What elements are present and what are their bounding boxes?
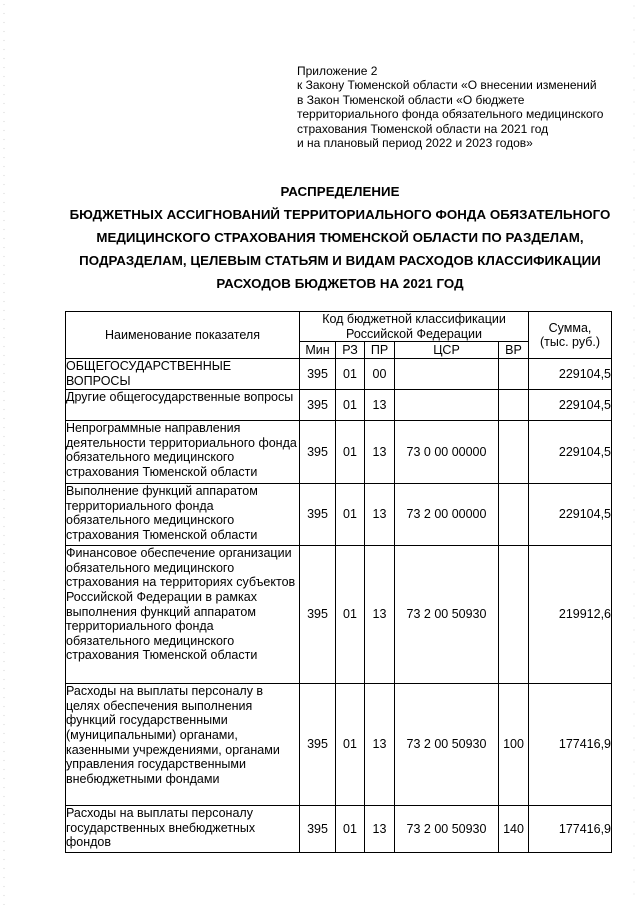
- document-title: [40, 180, 640, 295]
- row-name: Другие общегосударственные вопросы: [66, 390, 300, 421]
- row-vr: [499, 359, 529, 390]
- row-vr: [499, 390, 529, 421]
- title-line: РАСХОДОВ БЮДЖЕТОВ НА 2021 ГОД: [216, 276, 464, 291]
- row-vr: 100: [499, 684, 529, 806]
- row-min: 395: [300, 484, 336, 546]
- row-csr: 73 2 00 00000: [395, 484, 499, 546]
- row-name: Финансовое обеспечение организации обязательного медицинского страхования на территориях субъектов Российской Федерации в рамках выполнения функций аппаратом территориального фонда обязательного медицинского страхования Тюменской области: [66, 546, 300, 684]
- row-min: 395: [300, 806, 336, 853]
- row-rz: 01: [336, 806, 365, 853]
- row-name: Расходы на выплаты персоналу государственных внебюджетных фондов: [66, 806, 300, 853]
- header-min: Мин: [300, 342, 336, 359]
- row-pr: 13: [365, 484, 395, 546]
- row-rz: 01: [336, 484, 365, 546]
- row-min: 395: [300, 421, 336, 484]
- row-csr: [395, 359, 499, 390]
- row-pr: 13: [365, 684, 395, 806]
- row-csr: 73 0 00 00000: [395, 421, 499, 484]
- title-line: ПОДРАЗДЕЛАМ, ЦЕЛЕВЫМ СТАТЬЯМ И ВИДАМ РАСХОДОВ КЛАССИФИКАЦИИ: [79, 253, 601, 268]
- row-rz: 01: [336, 359, 365, 390]
- row-pr: 13: [365, 421, 395, 484]
- row-rz: 01: [336, 684, 365, 806]
- row-sum: 229104,5: [529, 359, 612, 390]
- table-row: [66, 390, 612, 421]
- table-row: [66, 421, 612, 484]
- title-line: БЮДЖЕТНЫХ АССИГНОВАНИЙ ТЕРРИТОРИАЛЬНОГО ФОНДА ОБЯЗАТЕЛЬНОГО: [69, 207, 611, 222]
- header-sum: Сумма, (тыс. руб.): [529, 312, 612, 359]
- row-rz: 01: [336, 390, 365, 421]
- row-vr: 140: [499, 806, 529, 853]
- appendix-line: территориального фонда обязательного медицинского: [297, 107, 604, 122]
- table-row: [66, 806, 612, 853]
- row-rz: 01: [336, 421, 365, 484]
- row-sum: 177416,9: [529, 684, 612, 806]
- row-rz: 01: [336, 546, 365, 684]
- appendix-line: в Закон Тюменской области «О бюджете: [297, 92, 525, 107]
- row-vr: [499, 421, 529, 484]
- row-csr: 73 2 00 50930: [395, 546, 499, 684]
- appendix-line: Приложение 2: [297, 64, 378, 78]
- header-pr: ПР: [365, 342, 395, 359]
- row-sum: 229104,5: [529, 390, 612, 421]
- row-name: Расходы на выплаты персоналу в целях обеспечения выполнения функций государственными (муниципальными) органами, казенными учреждениями, органами управления государственными внебюджетными фондами: [66, 684, 300, 806]
- row-min: 395: [300, 546, 336, 684]
- title-line: МЕДИЦИНСКОГО СТРАХОВАНИЯ ТЮМЕНСКОЙ ОБЛАСТИ ПО РАЗДЕЛАМ,: [96, 230, 584, 245]
- header-csr: ЦСР: [395, 342, 499, 359]
- row-name: Выполнение функций аппаратом территориального фонда обязательного медицинского страхования Тюменской области: [66, 484, 300, 546]
- row-csr: 73 2 00 50930: [395, 684, 499, 806]
- row-min: 395: [300, 390, 336, 421]
- row-name: Непрограммные направления деятельности территориального фонда обязательного медицинского страхования Тюменской области: [66, 421, 300, 484]
- appendix-line: страхования Тюменской области на 2021 год: [297, 121, 549, 136]
- header-name: Наименование показателя: [66, 312, 300, 359]
- scan-edge-right: [633, 0, 635, 905]
- scan-edge-left: [3, 0, 5, 905]
- title-line: РАСПРЕДЕЛЕНИЕ: [280, 184, 400, 199]
- table-row: [66, 359, 612, 390]
- row-pr: 13: [365, 546, 395, 684]
- table-row: [66, 484, 612, 546]
- row-csr: [395, 390, 499, 421]
- budget-table: [65, 311, 612, 853]
- row-sum: 229104,5: [529, 484, 612, 546]
- row-min: 395: [300, 684, 336, 806]
- appendix-line: и на плановый период 2022 и 2023 годов»: [297, 136, 533, 151]
- row-vr: [499, 484, 529, 546]
- row-csr: 73 2 00 50930: [395, 806, 499, 853]
- header-vr: ВР: [499, 342, 529, 359]
- row-sum: 219912,6: [529, 546, 612, 684]
- row-sum: 229104,5: [529, 421, 612, 484]
- appendix-line: к Закону Тюменской области «О внесении изменений: [297, 78, 597, 93]
- appendix-note: [297, 64, 627, 150]
- row-pr: 13: [365, 806, 395, 853]
- row-pr: 00: [365, 359, 395, 390]
- row-name: ОБЩЕГОСУДАРСТВЕННЫЕ ВОПРОСЫ: [66, 359, 300, 390]
- row-pr: 13: [365, 390, 395, 421]
- header-code-group: Код бюджетной классификации Российской Федерации: [300, 312, 529, 342]
- row-vr: [499, 546, 529, 684]
- header-rz: РЗ: [336, 342, 365, 359]
- row-min: 395: [300, 359, 336, 390]
- table-row: [66, 684, 612, 806]
- table-row: [66, 546, 612, 684]
- row-sum: 177416,9: [529, 806, 612, 853]
